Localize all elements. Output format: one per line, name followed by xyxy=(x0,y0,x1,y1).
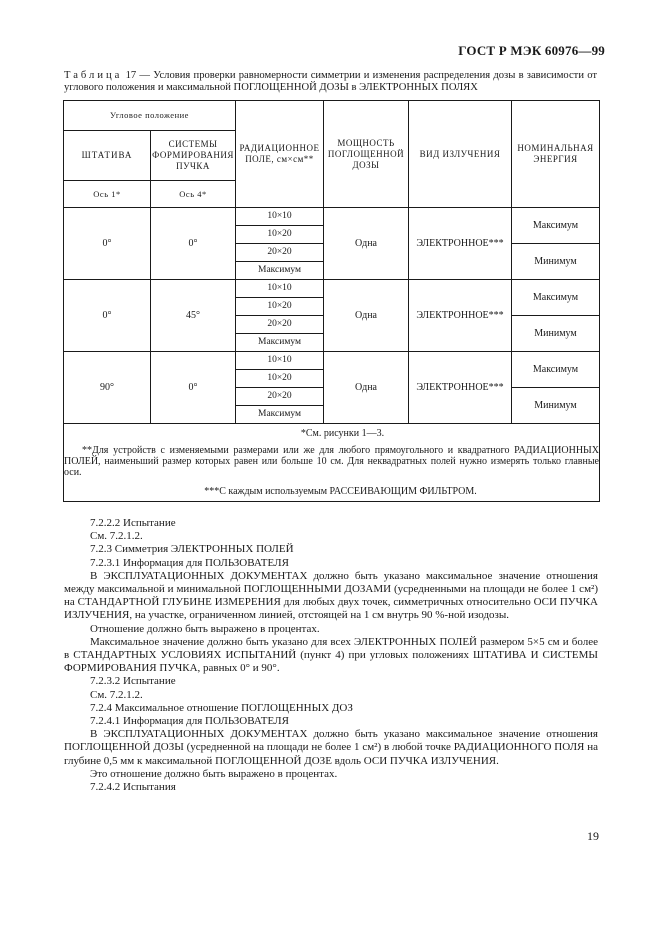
nominal-energy-header: НОМИНАЛЬНАЯ ЭНЕРГИЯ xyxy=(512,101,600,208)
field-size-cell: 10×10 xyxy=(236,280,324,298)
beam-angle-cell: 45° xyxy=(151,280,236,352)
body-paragraph: Максимальное значение должно быть указано для всех ЭЛЕКТРОННЫХ ПОЛЕЙ размером 5×5 см и более в СТАНДАРТНЫХ УСЛОВИЯХ ИСПЫТАНИЙ (пункт 4) при угловых положениях ШТАТИВА И СИСТЕМЫ ФОРМИРОВАНИЯ ПУЧКА, равных 0° и 90°. xyxy=(64,635,598,675)
body-paragraph: В ЭКСПЛУАТАЦИОННЫХ ДОКУМЕНТАХ должно быть указано максимальное значение отношения ПОГЛОЩЕННОЙ ДОЗЫ (усредненной на площади не более 1 см²) в любой точке РАДИАЦИОННОГО ПОЛЯ на глубине 0,5 мм к максимальной ПОГЛОЩЕННОЙ ДОЗЕ вдоль ОСИ ПУЧКА ИЗЛУЧЕНИЯ. xyxy=(64,728,598,767)
field-size-cell: 20×20 xyxy=(236,388,324,406)
radiation-type-cell: ЭЛЕКТРОННОЕ*** xyxy=(409,208,512,280)
dose-rate-cell: Одна xyxy=(324,352,409,424)
nominal-energy-cell: Максимум xyxy=(512,352,600,388)
body-paragraph: 7.2.3.2 Испытание xyxy=(90,675,176,688)
field-size-cell: 20×20 xyxy=(236,244,324,262)
dose-rate-cell: Одна xyxy=(324,280,409,352)
table-row xyxy=(64,352,600,370)
stand-axis-label: Ось 1* xyxy=(64,181,151,208)
body-paragraph: 7.2.4.1 Информация для ПОЛЬЗОВАТЕЛЯ xyxy=(90,715,289,728)
field-size-header: РАДИАЦИОННОЕ ПОЛЕ, см×см** xyxy=(236,101,324,208)
table-note: **Для устройств с изменяемыми размерами или же для любого прямоугольного и квадратного РАДИАЦИОННЫХ ПОЛЕЙ, наименьший размер которых равен или больше 10 см. Для неквадратных полей нужно измерять только главные оси. xyxy=(64,445,599,478)
radiation-type-cell: ЭЛЕКТРОННОЕ*** xyxy=(409,352,512,424)
body-paragraph: 7.2.4 Максимальное отношение ПОГЛОЩЕННЫХ ДОЗ xyxy=(90,701,353,714)
dose-rate-header: МОЩНОСТЬ ПОГЛОЩЕННОЙ ДОЗЫ xyxy=(324,101,409,208)
beam-system-header: СИСТЕМЫ ФОРМИРОВАНИЯ ПУЧКА xyxy=(151,131,236,181)
field-size-cell: 10×10 xyxy=(236,208,324,226)
stand-angle-cell: 90° xyxy=(64,352,151,424)
table-caption-label: Таблица xyxy=(64,70,123,81)
angular-position-header: Угловое положение xyxy=(64,101,236,131)
body-paragraph: 7.2.3 Симметрия ЭЛЕКТРОННЫХ ПОЛЕЙ xyxy=(90,543,294,556)
body-paragraph: Отношение должно быть выражено в процентах. xyxy=(90,622,320,635)
radiation-type-cell: ЭЛЕКТРОННОЕ*** xyxy=(409,280,512,352)
table-caption xyxy=(64,70,597,94)
table-caption-text: 17 — Условия проверки равномерности симметрии и изменения распределения дозы в зависимости от углового положения и максимальной ПОГЛОЩЕННОЙ ДОЗЫ в ЭЛЕКТРОННЫХ ПОЛЯХ xyxy=(64,70,597,93)
body-paragraph: См. 7.2.1.2. xyxy=(90,530,143,543)
stand-angle-cell: 0° xyxy=(64,208,151,280)
dose-rate-cell: Одна xyxy=(324,208,409,280)
table-row xyxy=(64,280,600,298)
field-size-cell: 10×10 xyxy=(236,352,324,370)
field-size-cell: 20×20 xyxy=(236,316,324,334)
conditions-table xyxy=(63,100,600,502)
field-size-cell: Максимум xyxy=(236,406,324,424)
body-paragraph: 7.2.2.2 Испытание xyxy=(90,517,176,529)
table-note: *См. рисунки 1—3. xyxy=(300,428,385,439)
beam-angle-cell: 0° xyxy=(151,208,236,280)
nominal-energy-cell: Минимум xyxy=(512,388,600,424)
body-paragraph: См. 7.2.1.2. xyxy=(90,688,143,701)
table-note: ***С каждым используемым РАССЕИВАЮЩИМ ФИЛЬТРОМ. xyxy=(204,486,477,497)
table-row xyxy=(64,208,600,226)
nominal-energy-cell: Минимум xyxy=(512,244,600,280)
field-size-cell: Максимум xyxy=(236,262,324,280)
radiation-type-header: ВИД ИЗЛУЧЕНИЯ xyxy=(409,101,512,208)
body-text xyxy=(64,517,598,794)
beam-axis-label: Ось 4* xyxy=(151,181,236,208)
body-paragraph: Это отношение должно быть выражено в процентах. xyxy=(90,767,338,780)
document-header: ГОСТ Р МЭК 60976—99 xyxy=(458,43,605,58)
body-paragraph: 7.2.3.1 Информация для ПОЛЬЗОВАТЕЛЯ xyxy=(90,556,289,569)
beam-angle-cell: 0° xyxy=(151,352,236,424)
page-number: 19 xyxy=(587,829,599,843)
body-paragraph: В ЭКСПЛУАТАЦИОННЫХ ДОКУМЕНТАХ должно быть указано максимальное значение отношения между максимальной и минимальной ПОГЛОЩЕННЫМИ ДОЗАМИ (усредненными на площади не более 1 см²) на СТАНДАРТНОЙ ГЛУБИНЕ ИЗМЕРЕНИЯ для любых двух точек, симметричных относительно ОСИ ПУЧКА ИЗЛУЧЕНИЯ, на участке, ограниченном линией, отстоящей на 1 см внутрь 90 %-ной изодозы. xyxy=(64,569,598,622)
stand-angle-cell: 0° xyxy=(64,280,151,352)
table-notes xyxy=(64,424,600,502)
stand-header: ШТАТИВА xyxy=(64,131,151,181)
field-size-cell: 10×20 xyxy=(236,298,324,316)
field-size-cell: Максимум xyxy=(236,334,324,352)
nominal-energy-cell: Минимум xyxy=(512,316,600,352)
field-size-cell: 10×20 xyxy=(236,226,324,244)
field-size-cell: 10×20 xyxy=(236,370,324,388)
nominal-energy-cell: Максимум xyxy=(512,280,600,316)
nominal-energy-cell: Максимум xyxy=(512,208,600,244)
body-paragraph: 7.2.4.2 Испытания xyxy=(90,781,176,794)
